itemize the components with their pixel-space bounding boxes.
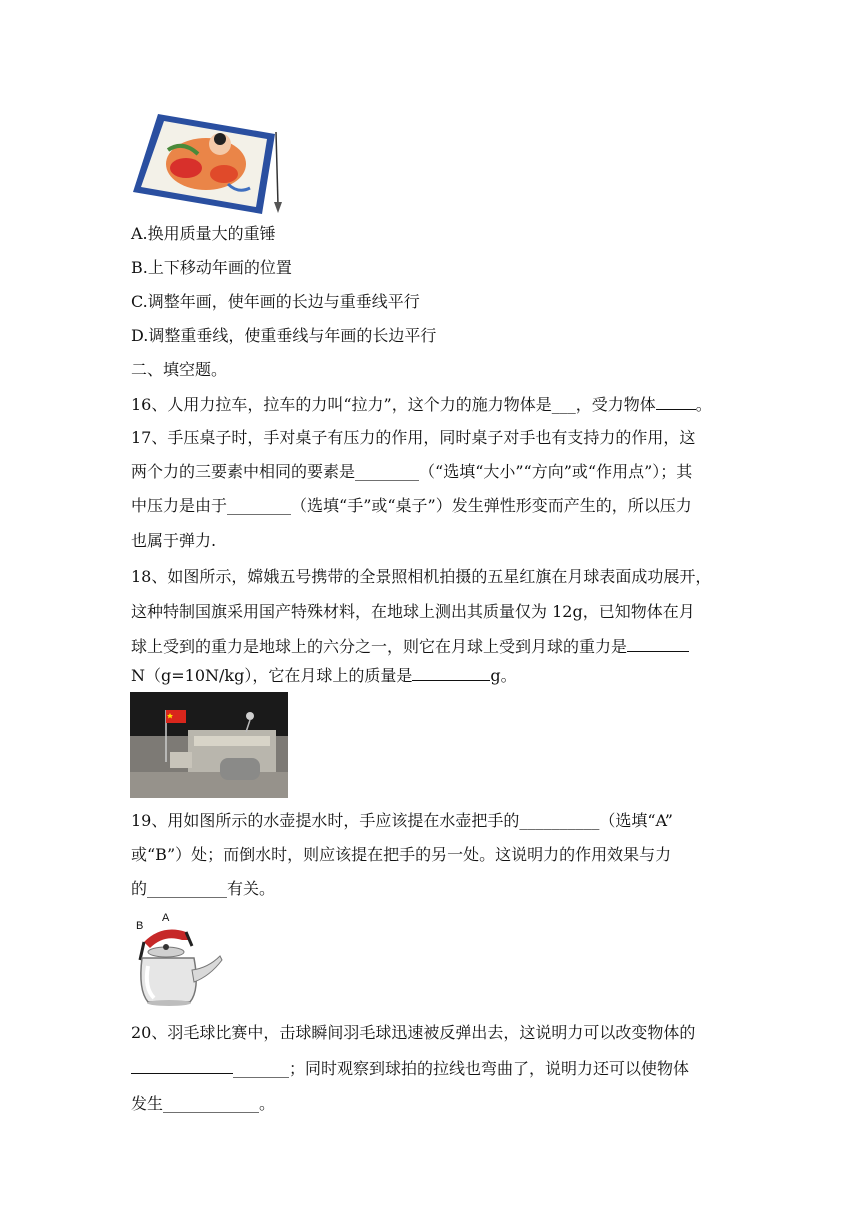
- q17-text-2b: （“选填“大小”“方向”或“作用点”）；其: [419, 462, 693, 481]
- q17-blank-1: ________: [355, 462, 420, 481]
- moon-flag-photo: [130, 692, 288, 798]
- q20-line-3: [131, 1094, 275, 1114]
- q16-blank-1: ___: [551, 395, 576, 414]
- q19-text-3b: 有关。: [227, 879, 276, 898]
- q18-line-3: [131, 637, 689, 657]
- q20-line-1: 20、羽毛球比赛中，击球瞬间羽毛球迅速被反弹出去，这说明力可以改变物体的: [131, 1023, 696, 1042]
- kettle-figure: [130, 910, 230, 1010]
- kettle-drawing: [130, 910, 230, 1010]
- q18-blank-2: [412, 666, 490, 681]
- q18-line-4: [131, 666, 517, 686]
- q20-text-2b: ；同时观察到球拍的拉线也弯曲了，说明力还可以使物体: [289, 1059, 690, 1078]
- q18-text-4a: N（g=10N/kg），它在月球上的质量是: [131, 666, 413, 685]
- q19-blank-2: __________: [147, 879, 228, 898]
- q19-text-1b: （选填“A”: [599, 811, 673, 830]
- new-year-painting-figure: [128, 110, 288, 215]
- kettle-label-b: B: [136, 920, 144, 932]
- q16-blank-2: [656, 395, 696, 410]
- q17-line-4: 也属于弹力.: [131, 531, 217, 550]
- q20-line-2: [131, 1059, 689, 1079]
- q20-text-3b: 。: [259, 1094, 276, 1113]
- q20-blank-2: ____________: [163, 1094, 260, 1113]
- q20-text-3a: 发生: [131, 1094, 164, 1113]
- q19-text-1a: 19、用如图所示的水壶提水时，手应该提在水壶把手的: [131, 811, 520, 830]
- q17-line-3: [131, 496, 692, 516]
- option-a: A.换用质量大的重锤: [131, 224, 276, 243]
- q16-text-1: 16、人用力拉车，拉车的力叫“拉力”，这个力的施力物体是: [131, 395, 552, 414]
- q17-text-2a: 两个力的三要素中相同的要素是: [131, 462, 356, 481]
- option-c: C.调整年画，使年画的长边与重垂线平行: [131, 292, 420, 311]
- option-d: D.调整重垂线，使重垂线与年画的长边平行: [131, 326, 437, 345]
- option-b: B.上下移动年画的位置: [131, 258, 292, 277]
- q19-blank-1: __________: [519, 811, 600, 830]
- q19-text-3a: 的: [131, 879, 148, 898]
- q17-line-1: 17、手压桌子时，手对桌子有压力的作用，同时桌子对手也有支持力的作用，这: [131, 428, 696, 447]
- q18-text-3: 球上受到的重力是地球上的六分之一，则它在月球上受到月球的重力是: [131, 637, 628, 656]
- q17-text-3b: （选填“手”或“桌子”）发生弹性形变而产生的，所以压力: [291, 496, 692, 515]
- q17-line-2: [131, 462, 692, 482]
- q18-text-4b: g。: [490, 666, 517, 685]
- kettle-label-a: A: [162, 912, 170, 924]
- q18-line-2: 这种特制国旗采用国产特殊材料，在地球上测出其质量仅为 12g，已知物体在月: [131, 602, 695, 621]
- q20-blank-1b: _______: [233, 1059, 289, 1078]
- q18-line-1: 18、如图所示，嫦娥五号携带的全景照相机拍摄的五星红旗在月球表面成功展开，: [131, 567, 712, 586]
- q16-text-2: ，受力物体: [575, 395, 656, 414]
- q17-text-3a: 中压力是由于: [131, 496, 228, 515]
- question-16: [131, 395, 712, 415]
- q20-blank-1a: [131, 1059, 233, 1074]
- q19-line-1: [131, 811, 673, 831]
- q18-blank-1: [627, 637, 689, 652]
- section-title: 二、填空题。: [131, 360, 228, 379]
- q19-line-2: 或“B”）处；而倒水时，则应该提在把手的另一处。这说明力的作用效果与力: [131, 845, 672, 864]
- q16-text-3: 。: [695, 395, 712, 414]
- q17-blank-2: ________: [227, 496, 292, 515]
- q19-line-3: [131, 879, 275, 899]
